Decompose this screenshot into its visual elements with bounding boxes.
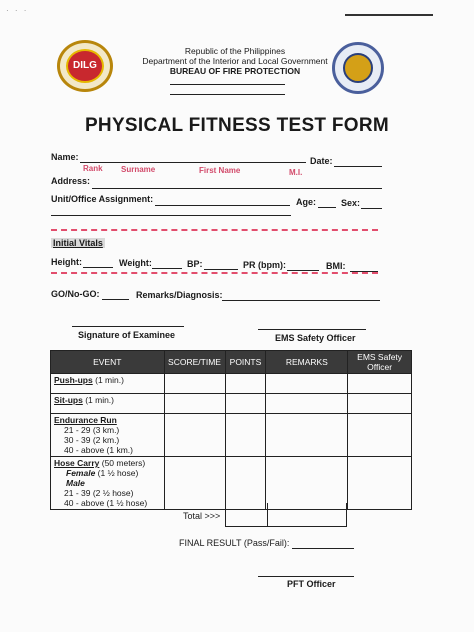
ems-officer-signature-label: EMS Safety Officer <box>275 333 356 343</box>
table-header-row <box>51 351 412 374</box>
pushups-ems-cell[interactable] <box>348 374 412 394</box>
gonogo-field[interactable] <box>102 299 129 300</box>
pushups-score-cell[interactable] <box>164 374 225 394</box>
pft-officer-signature-label: PFT Officer <box>287 579 336 589</box>
carry-remarks-cell[interactable] <box>266 457 348 510</box>
run-remarks-cell[interactable] <box>266 414 348 457</box>
address-label: Address: <box>51 176 91 186</box>
examinee-signature-label: Signature of Examinee <box>78 330 176 340</box>
scan-mark: · · · <box>6 6 29 15</box>
table-row-situps <box>51 394 412 414</box>
name-field[interactable] <box>80 162 306 163</box>
dilg-seal-logo: DILG <box>57 40 113 92</box>
column-header-remarks: REMARKS <box>266 351 348 374</box>
sex-field[interactable] <box>361 208 382 209</box>
final-result-field[interactable] <box>292 548 354 549</box>
bp-field[interactable] <box>204 269 238 270</box>
table-row-pushups <box>51 374 412 394</box>
republic-text: Republic of the Philippines <box>184 46 286 56</box>
pushups-points-cell[interactable] <box>225 374 266 394</box>
letterhead-line-1 <box>170 84 285 85</box>
mi-sublabel: M.I. <box>289 168 303 177</box>
weight-field[interactable] <box>152 268 182 269</box>
event-pushups: Push-ups (1 min.) <box>51 374 165 394</box>
fitness-test-table <box>50 350 412 510</box>
event-hose-carry: Hose Carry (50 meters) Female (1 ½ hose) Male 21 - 39 (2 ½ hose) 40 - above (1 ½ hose) <box>51 457 165 510</box>
remarks-diagnosis-field[interactable] <box>222 300 380 301</box>
examinee-signature-line[interactable] <box>72 326 184 327</box>
pft-officer-signature-line[interactable] <box>258 576 354 577</box>
final-result-label: FINAL RESULT (Pass/Fail): <box>179 538 290 548</box>
bureau-text: BUREAU OF FIRE PROTECTION <box>169 66 301 76</box>
first-name-sublabel: First Name <box>199 166 241 175</box>
letterhead-line-2 <box>170 94 285 95</box>
dashed-divider-1 <box>51 229 378 231</box>
column-header-ems-officer: EMS Safety Officer <box>348 351 412 374</box>
weight-label: Weight: <box>119 258 152 268</box>
table-row-hose-carry <box>51 457 412 510</box>
date-field[interactable] <box>334 166 382 167</box>
situps-remarks-cell[interactable] <box>266 394 348 414</box>
date-label: Date: <box>310 156 333 166</box>
total-cells[interactable] <box>225 503 347 527</box>
unit-field-continued[interactable] <box>51 215 291 216</box>
column-header-points: POINTS <box>225 351 266 374</box>
situps-points-cell[interactable] <box>225 394 266 414</box>
top-rule <box>345 14 433 16</box>
gonogo-label: GO/No-GO: <box>51 289 100 299</box>
surname-sublabel: Surname <box>121 165 156 174</box>
dashed-divider-2 <box>51 272 378 274</box>
carry-ems-cell[interactable] <box>348 457 412 510</box>
situps-score-cell[interactable] <box>164 394 225 414</box>
pr-label: PR (bpm): <box>243 260 286 270</box>
rank-sublabel: Rank <box>83 164 103 173</box>
total-label: Total >>> <box>183 511 221 521</box>
remarks-diagnosis-label: Remarks/Diagnosis: <box>136 290 223 300</box>
bmi-label: BMI: <box>326 261 346 271</box>
carry-score-cell[interactable] <box>164 457 225 510</box>
address-field[interactable] <box>92 188 382 189</box>
age-label: Age: <box>296 197 316 207</box>
ems-officer-signature-line[interactable] <box>258 329 366 330</box>
run-points-cell[interactable] <box>225 414 266 457</box>
bp-label: BP: <box>187 259 203 269</box>
pushups-remarks-cell[interactable] <box>266 374 348 394</box>
run-ems-cell[interactable] <box>348 414 412 457</box>
name-label: Name: <box>51 152 79 162</box>
form-title: PHYSICAL FITNESS TEST FORM <box>84 115 390 136</box>
height-label: Height: <box>51 257 82 267</box>
initial-vitals-heading: Initial Vitals <box>53 238 103 248</box>
letterhead <box>120 46 350 76</box>
pr-field[interactable] <box>287 270 319 271</box>
height-field[interactable] <box>83 267 113 268</box>
event-situps: Sit-ups (1 min.) <box>51 394 165 414</box>
age-field[interactable] <box>318 207 336 208</box>
table-row-endurance-run <box>51 414 412 457</box>
unit-field[interactable] <box>155 205 290 206</box>
sex-label: Sex: <box>341 198 361 208</box>
column-header-score-time: SCORE/TIME <box>164 351 225 374</box>
unit-label: Unit/Office Assignment: <box>51 194 154 204</box>
column-header-event: EVENT <box>51 351 165 374</box>
situps-ems-cell[interactable] <box>348 394 412 414</box>
carry-points-cell[interactable] <box>225 457 266 510</box>
run-score-cell[interactable] <box>164 414 225 457</box>
department-text: Department of the Interior and Local Government <box>142 56 328 66</box>
event-endurance-run: Endurance Run 21 - 29 (3 km.) 30 - 39 (2 km.) 40 - above (1 km.) <box>51 414 165 457</box>
